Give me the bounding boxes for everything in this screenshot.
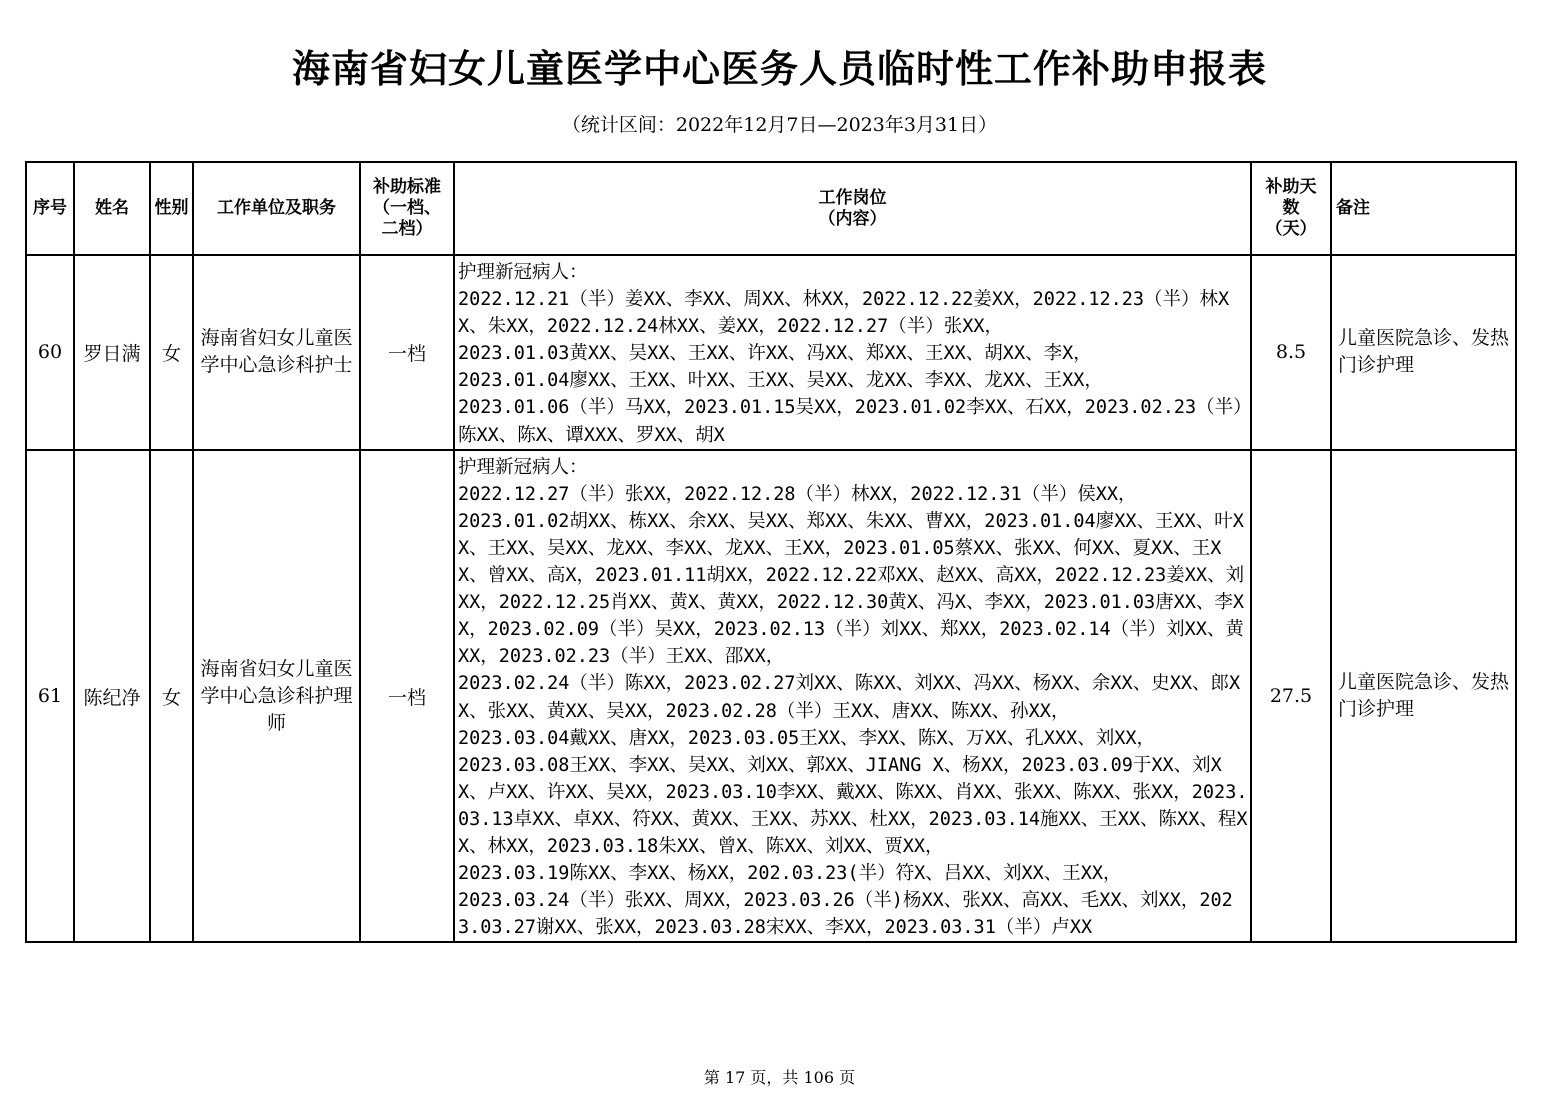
document-title: 海南省妇女儿童医学中心医务人员临时性工作补助申报表: [291, 46, 1267, 91]
row-standard: 一档: [360, 255, 454, 450]
row-post: 护理新冠病人： 2022.12.21（半）姜XX、李XX、周XX、林XX，2022.12.22姜XX，2022.12.23（半）林XX、朱XX，2022.12.24林XX、姜XX，2022.12.27（半）张XX， 2023.01.03黄XX、吴XX、王XX、许XX、冯XX、郑XX、王XX、胡XX、李X， 2023.01.04廖XX、王XX、叶XX、王XX、吴XX、龙XX、李XX、龙XX、王XX， 2023.01.06（半）马XX，2023.01.15吴XX，2023.01.02李XX、石XX，2023.02.23（半）陈XX、陈X、谭XXX、罗XX、胡X: [454, 255, 1251, 450]
row-days: 27.5: [1251, 450, 1331, 943]
row-name: 罗日满: [74, 255, 150, 450]
header-note: 备注: [1331, 162, 1516, 255]
header-post: 工作岗位 （内容）: [454, 162, 1251, 255]
row-gender: 女: [150, 255, 193, 450]
row-note: 儿童医院急诊、发热门诊护理: [1331, 255, 1516, 450]
table-row: [26, 450, 1516, 943]
row-standard: 一档: [360, 450, 454, 943]
row-seq: 60: [26, 255, 74, 450]
header-standard: 补助标准 （一档、 二档）: [360, 162, 454, 255]
table-row: [26, 255, 1516, 450]
header-name: 姓名: [74, 162, 150, 255]
header-gender: 性别: [150, 162, 193, 255]
header-row: [26, 162, 1516, 255]
row-seq: 61: [26, 450, 74, 943]
row-unit: 海南省妇女儿童医学中心急诊科护士: [193, 255, 360, 450]
row-name: 陈纪净: [74, 450, 150, 943]
row-unit: 海南省妇女儿童医学中心急诊科护理师: [193, 450, 360, 943]
row-note: 儿童医院急诊、发热门诊护理: [1331, 450, 1516, 943]
subsidy-table: [25, 161, 1517, 943]
statistics-period: （统计区间：2022年12月7日—2023年3月31日）: [561, 114, 998, 136]
header-unit: 工作单位及职务: [193, 162, 360, 255]
page-footer: 第 17 页，共 106 页: [703, 1068, 856, 1087]
header-seq: 序号: [26, 162, 74, 255]
row-days: 8.5: [1251, 255, 1331, 450]
row-gender: 女: [150, 450, 193, 943]
row-post: 护理新冠病人： 2022.12.27（半）张XX，2022.12.28（半）林XX，2022.12.31（半）侯XX， 2023.01.02胡XX、栋XX、余XX、吴XX、郑XX、朱XX、曹XX，2023.01.04廖XX、王XX、叶XX、王XX、吴XX、龙XX、李XX、龙XX、王XX，2023.01.05蔡XX、张XX、何XX、夏XX、王XX、曾XX、高X，2023.01.11胡XX，2022.12.22邓XX、赵XX、高XX，2022.12.23姜XX、刘XX，2022.12.25肖XX、黄X、黄XX，2022.12.30黄X、冯X、李XX，2023.01.03唐XX、李XX，2023.02.09（半）吴XX，2023.02.13（半）刘XX、郑XX，2023.02.14（半）刘XX、黄XX，2023.02.23（半）王XX、邵XX， 2023.02.24（半）陈XX，2023.02.27刘XX、陈XX、刘XX、冯XX、杨XX、余XX、史XX、郎XX、张XX、黄XX、吴XX，2023.02.28（半）王XX、唐XX、陈XX、孙XX， 2023.03.04戴XX、唐XX，2023.03.05王XX、李XX、陈X、万XX、孔XXX、刘XX， 2023.03.08王XX、李XX、吴XX、刘XX、郭XX、JIANG X、杨XX，2023.03.09于XX、刘XX、卢XX、许XX、吴XX，2023.03.10李XX、戴XX、陈XX、肖XX、张XX、陈XX、张XX，2023.03.13卓XX、卓XX、符XX、黄XX、王XX、苏XX、杜XX，2023.03.14施XX、王XX、陈XX、程XX、林XX，2023.03.18朱XX、曾X、陈XX、刘XX、贾XX， 2023.03.19陈XX、李XX、杨XX，202.03.23(半）符X、吕XX、刘XX、王XX， 2023.03.24（半）张XX、周XX，2023.03.26（半)杨XX、张XX、高XX、毛XX、刘XX，2023.03.27谢XX、张XX，2023.03.28宋XX、李XX，2023.03.31（半）卢XX: [454, 450, 1251, 943]
header-days: 补助天 数 （天）: [1251, 162, 1331, 255]
